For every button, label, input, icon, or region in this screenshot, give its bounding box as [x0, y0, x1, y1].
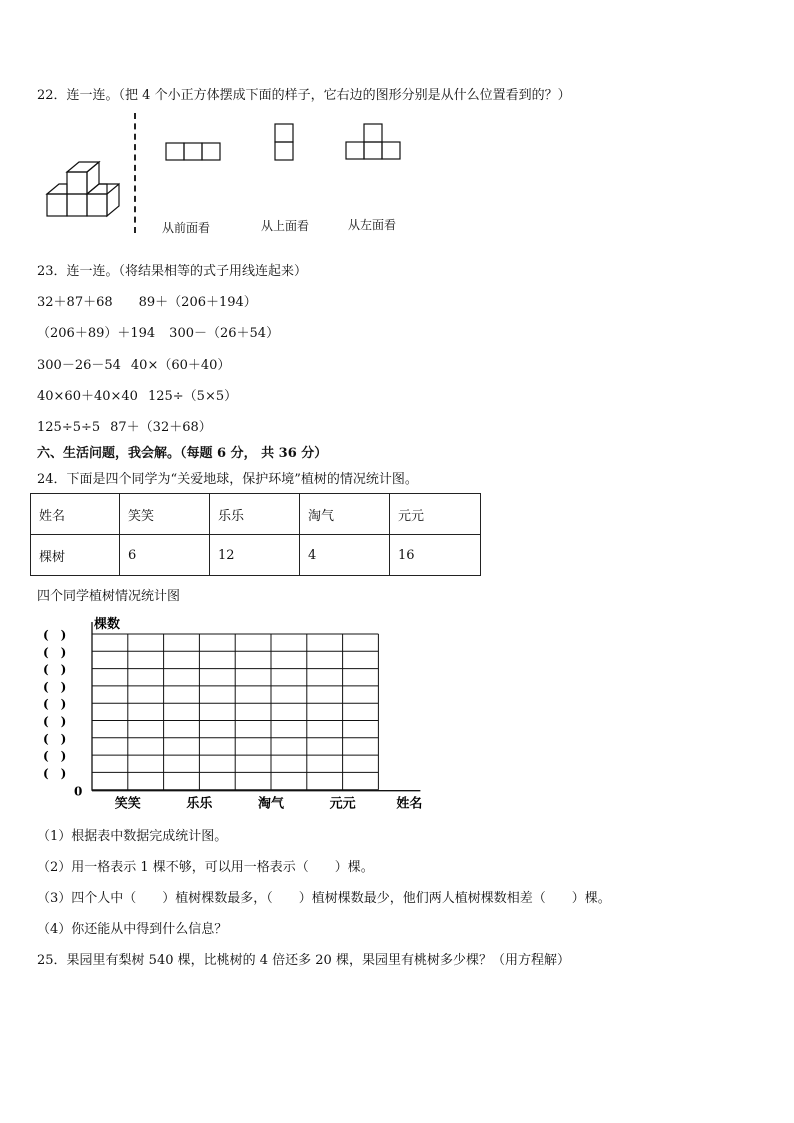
expr-left-1[interactable]: 32＋87＋68 [37, 295, 113, 310]
y-tick-placeholder: ( ) [43, 662, 67, 677]
table-cell: 乐乐 [210, 494, 300, 535]
caption-left-view: 从左面看 [348, 218, 397, 232]
caption-top-view: 从上面看 [261, 219, 310, 233]
y-tick-placeholder: ( ) [43, 645, 67, 660]
top-view-figure [274, 123, 296, 163]
expr-left-3[interactable]: 300－26－54 [37, 358, 121, 373]
y-tick-placeholder: ( ) [43, 697, 67, 712]
left-view-figure [345, 123, 403, 163]
q24-title: 24．下面是四个同学为“关爱地球，保护环境”植树的情况统计图。 [37, 472, 418, 487]
table-cell: 12 [210, 535, 300, 576]
table-cell: 笑笑 [120, 494, 210, 535]
y-axis-label: 棵数 [94, 617, 121, 632]
section-6-heading: 六、生活问题，我会解。（每题 6 分， 共 36 分） [37, 446, 328, 461]
q24-sub-4: （4）你还能从中得到什么信息？ [37, 922, 228, 937]
x-tick-label: 淘气 [257, 796, 285, 812]
expr-left-5[interactable]: 125÷5÷5 [37, 420, 101, 435]
expr-right-4[interactable]: 125÷（5×5） [147, 389, 238, 404]
x-tick-label: 元元 [329, 796, 356, 812]
y-tick-placeholder: ( ) [43, 679, 67, 694]
y-tick-placeholder: ( ) [43, 628, 67, 642]
table-cell: 6 [120, 535, 210, 576]
x-tick-label: 乐乐 [186, 796, 213, 812]
q25-title: 25．果园里有梨树 540 棵，比桃树的 4 倍还多 20 棵，果园里有桃树多少棵？（用方程解） [37, 953, 570, 968]
q23-row-4 [37, 385, 237, 404]
q23-row-2 [37, 322, 279, 341]
table-cell: 淘气 [300, 494, 390, 535]
x-axis-label: 姓名 [396, 796, 423, 812]
expr-right-1[interactable]: 89＋（206＋194） [138, 295, 257, 310]
expr-left-2[interactable]: （206＋89）＋194 [37, 326, 156, 341]
table-cell: 16 [390, 535, 481, 576]
q23-title: 23．连一连。（将结果相等的式子用线连起来） [37, 264, 308, 279]
table-row [31, 535, 481, 576]
table-cell: 棵树 [31, 535, 120, 576]
y-tick-placeholder: ( ) [43, 714, 67, 729]
table-cell: 元元 [390, 494, 481, 535]
tree-planting-chart[interactable] [35, 612, 435, 812]
q23-row-1 [37, 291, 257, 310]
q24-sub-1: （1）根据表中数据完成统计图。 [37, 829, 228, 844]
front-view-figure [165, 142, 223, 162]
cube-stack-figure [45, 160, 125, 220]
caption-front-view: 从前面看 [162, 221, 211, 235]
y-tick-placeholder: ( ) [43, 731, 67, 746]
chart-title: 四个同学植树情况统计图 [37, 589, 181, 604]
q23-row-5 [37, 416, 212, 435]
table-cell: 姓名 [31, 494, 120, 535]
dashed-separator [134, 113, 136, 233]
expr-right-2[interactable]: 300－（26＋54） [169, 326, 280, 341]
expr-left-4[interactable]: 40×60＋40×40 [37, 389, 138, 404]
expr-right-5[interactable]: 87＋（32＋68） [110, 420, 212, 435]
table-row [31, 494, 481, 535]
table-cell: 4 [300, 535, 390, 576]
q24-sub-2: （2）用一格表示 1 棵不够，可以用一格表示（ ）棵。 [37, 860, 374, 875]
y-tick-placeholder: ( ) [43, 749, 67, 764]
q22-title: 22．连一连。（把 4 个小正方体摆成下面的样子，它右边的图形分别是从什么位置看到的？） [37, 88, 571, 103]
tree-planting-table [30, 493, 481, 576]
q23-row-3 [37, 354, 230, 373]
x-tick-label: 笑笑 [114, 796, 141, 812]
origin-label: 0 [74, 784, 83, 799]
y-tick-placeholder: ( ) [43, 766, 67, 781]
expr-right-3[interactable]: 40×（60＋40） [130, 358, 231, 373]
q24-sub-3: （3）四个人中（ ）植树棵数最多，（ ）植树棵数最少，他们两人植树棵数相差（ ）棵。 [37, 891, 611, 906]
